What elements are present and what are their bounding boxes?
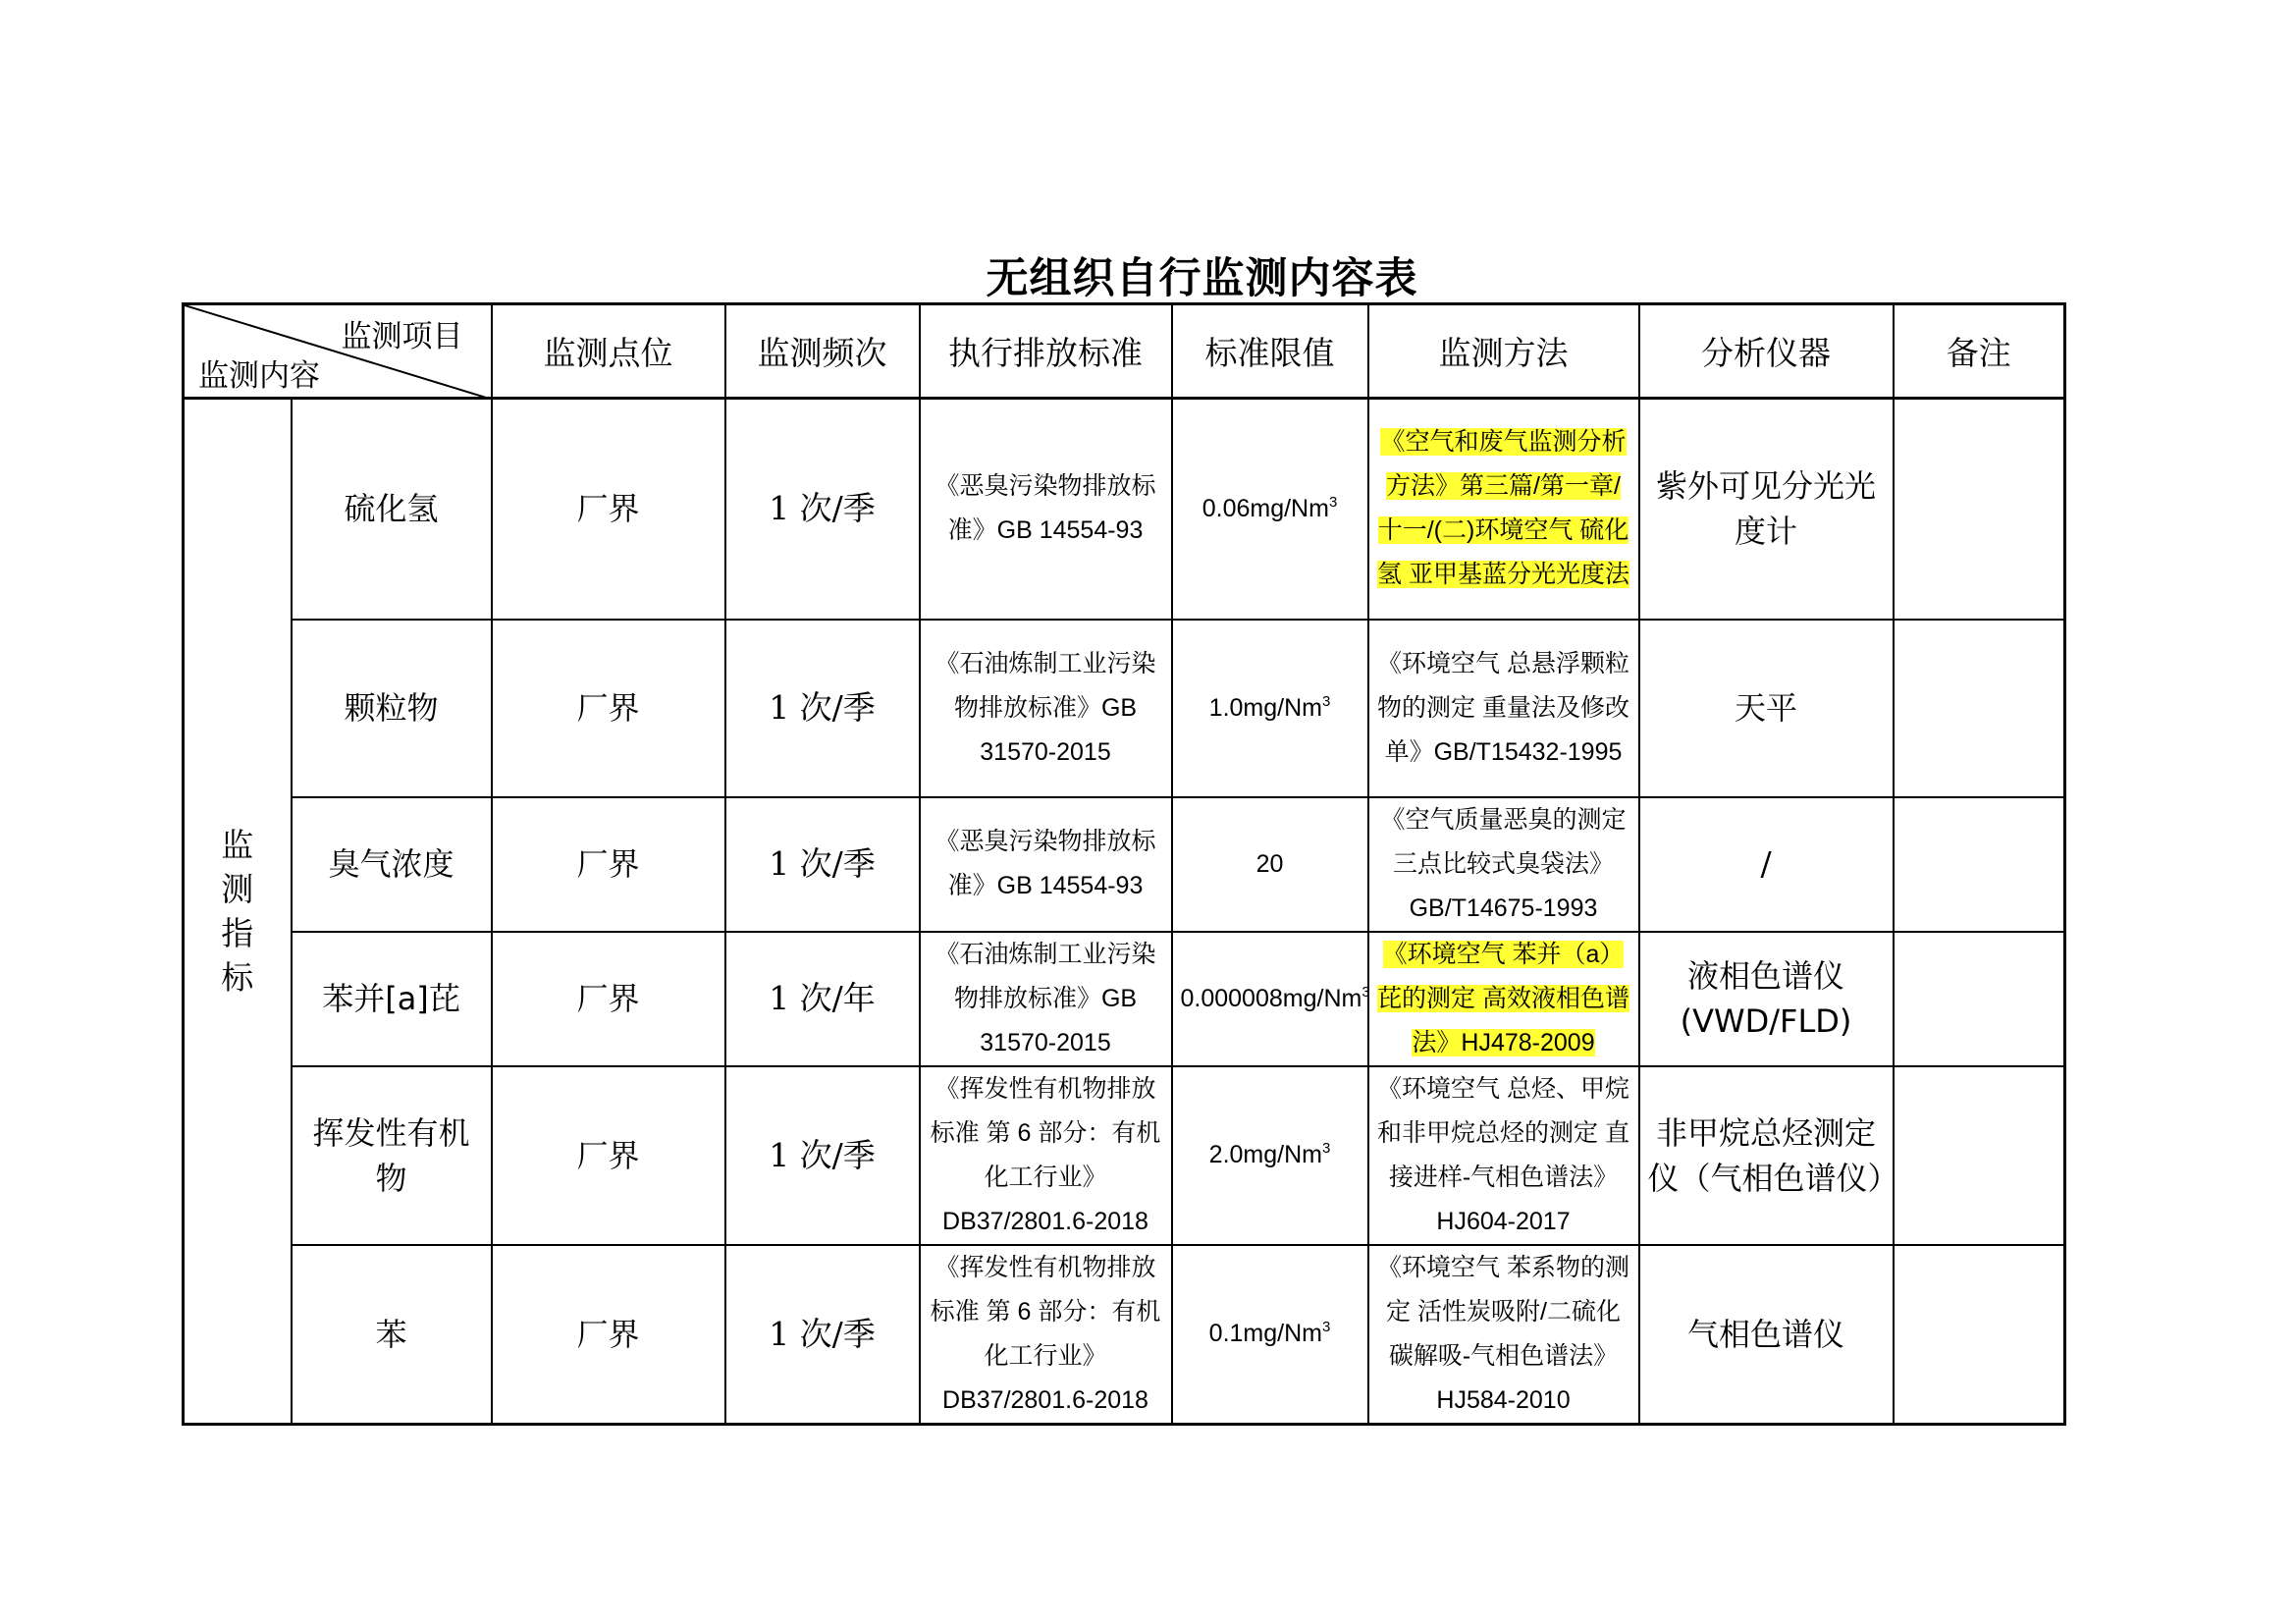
header-limit: 标准限值: [1172, 304, 1368, 399]
group-label: 监测指标: [221, 825, 254, 997]
table-row: [184, 620, 2065, 797]
limit-superscript: 3: [1321, 1319, 1331, 1335]
limit-superscript: 3: [1321, 1140, 1331, 1157]
instrument-cell: 非甲烷总烃测定仪（气相色谱仪）: [1639, 1066, 1894, 1245]
limit-cell: [1172, 932, 1368, 1066]
header-point: 监测点位: [492, 304, 725, 399]
standard-cell: 《石油炼制工业污染物排放标准》GB 31570-2015: [920, 932, 1172, 1066]
table-row: [184, 399, 2065, 620]
method-text: 《环境空气 总悬浮颗粒物的测定 重量法及修改单》GB/T15432-1995: [1377, 649, 1629, 766]
header-instrument: 分析仪器: [1639, 304, 1894, 399]
remark-cell: [1894, 1066, 2065, 1245]
remark-cell: [1894, 1245, 2065, 1425]
instrument-cell: 气相色谱仪: [1639, 1245, 1894, 1425]
remark-cell: [1894, 797, 2065, 932]
instrument-cell: 天平: [1639, 620, 1894, 797]
group-label-cell: [184, 399, 292, 1425]
frequency-cell: 1 次/季: [725, 1245, 920, 1425]
standard-cell: 《石油炼制工业污染物排放标准》GB 31570-2015: [920, 620, 1172, 797]
standard-cell: 《挥发性有机物排放标准 第 6 部分：有机化工行业》DB37/2801.6-2018: [920, 1066, 1172, 1245]
diagonal-header-cell: [184, 304, 492, 399]
header-standard: 执行排放标准: [920, 304, 1172, 399]
limit-cell: [1172, 797, 1368, 932]
point-cell: 厂界: [492, 1066, 725, 1245]
page-title: 无组织自行监测内容表: [986, 254, 1418, 303]
header-monitor-item: 监测项目: [341, 319, 463, 354]
header-row: [184, 304, 2065, 399]
point-cell: 厂界: [492, 797, 725, 932]
method-cell: [1368, 1066, 1639, 1245]
limit-value: 1.0mg/Nm: [1208, 693, 1322, 722]
point-cell: 厂界: [492, 1245, 725, 1425]
method-text: 《空气质量恶臭的测定 三点比较式臭袋法》GB/T14675-1993: [1380, 805, 1627, 922]
monitoring-table: [182, 302, 2066, 1426]
item-cell: 挥发性有机物: [292, 1066, 492, 1245]
frequency-cell: 1 次/季: [725, 399, 920, 620]
limit-cell: [1172, 399, 1368, 620]
header-method: 监测方法: [1368, 304, 1639, 399]
frequency-cell: 1 次/季: [725, 797, 920, 932]
method-text: 《环境空气 苯系物的测定 活性炭吸附/二硫化碳解吸-气相色谱法》HJ584-2010: [1377, 1253, 1629, 1414]
limit-superscript: 3: [1362, 983, 1370, 1001]
method-text: 《环境空气 苯并（a）芘的测定 高效液相色谱法》HJ478-2009: [1377, 940, 1629, 1056]
header-remark: 备注: [1894, 304, 2065, 399]
method-cell: [1368, 399, 1639, 620]
table-row: [184, 1066, 2065, 1245]
instrument-cell: 液相色谱仪(VWD/FLD): [1639, 932, 1894, 1066]
method-text: 《环境空气 总烃、甲烷和非甲烷总烃的测定 直接进样-气相色谱法》HJ604-2017: [1377, 1074, 1629, 1235]
remark-cell: [1894, 620, 2065, 797]
header-frequency: 监测频次: [725, 304, 920, 399]
limit-cell: [1172, 620, 1368, 797]
limit-cell: [1172, 1066, 1368, 1245]
item-cell: 臭气浓度: [292, 797, 492, 932]
item-cell: 苯并[a]芘: [292, 932, 492, 1066]
limit-value: 0.06mg/Nm: [1201, 494, 1329, 522]
limit-cell: [1172, 1245, 1368, 1425]
limit-superscript: 3: [1328, 493, 1338, 511]
method-cell: [1368, 620, 1639, 797]
table-row: [184, 932, 2065, 1066]
point-cell: 厂界: [492, 620, 725, 797]
table-row: [184, 1245, 2065, 1425]
point-cell: 厂界: [492, 932, 725, 1066]
method-cell: [1368, 932, 1639, 1066]
frequency-cell: 1 次/季: [725, 1066, 920, 1245]
limit-value: 0.1mg/Nm: [1208, 1320, 1322, 1347]
frequency-cell: 1 次/季: [725, 620, 920, 797]
frequency-cell: 1 次/年: [725, 932, 920, 1066]
standard-cell: 《挥发性有机物排放标准 第 6 部分：有机化工行业》DB37/2801.6-2018: [920, 1245, 1172, 1425]
remark-cell: [1894, 932, 2065, 1066]
item-cell: 硫化氢: [292, 399, 492, 620]
standard-cell: 《恶臭污染物排放标准》GB 14554-93: [920, 399, 1172, 620]
instrument-cell: /: [1639, 797, 1894, 932]
limit-value: 2.0mg/Nm: [1208, 1141, 1322, 1168]
standard-cell: 《恶臭污染物排放标准》GB 14554-93: [920, 797, 1172, 932]
remark-cell: [1894, 399, 2065, 620]
method-cell: [1368, 1245, 1639, 1425]
method-cell: [1368, 797, 1639, 932]
point-cell: 厂界: [492, 399, 725, 620]
item-cell: 颗粒物: [292, 620, 492, 797]
limit-value: 0.000008mg/Nm: [1180, 984, 1362, 1012]
header-monitor-content: 监测内容: [198, 358, 320, 394]
instrument-cell: 紫外可见分光光度计: [1639, 399, 1894, 620]
item-cell: 苯: [292, 1245, 492, 1425]
method-text: 《空气和废气监测分析方法》第三篇/第一章/十一/(二)环境空气 硫化氢 亚甲基蓝分光光度法: [1377, 428, 1629, 589]
table-row: [184, 797, 2065, 932]
limit-value: 20: [1255, 849, 1284, 878]
limit-superscript: 3: [1321, 692, 1331, 710]
